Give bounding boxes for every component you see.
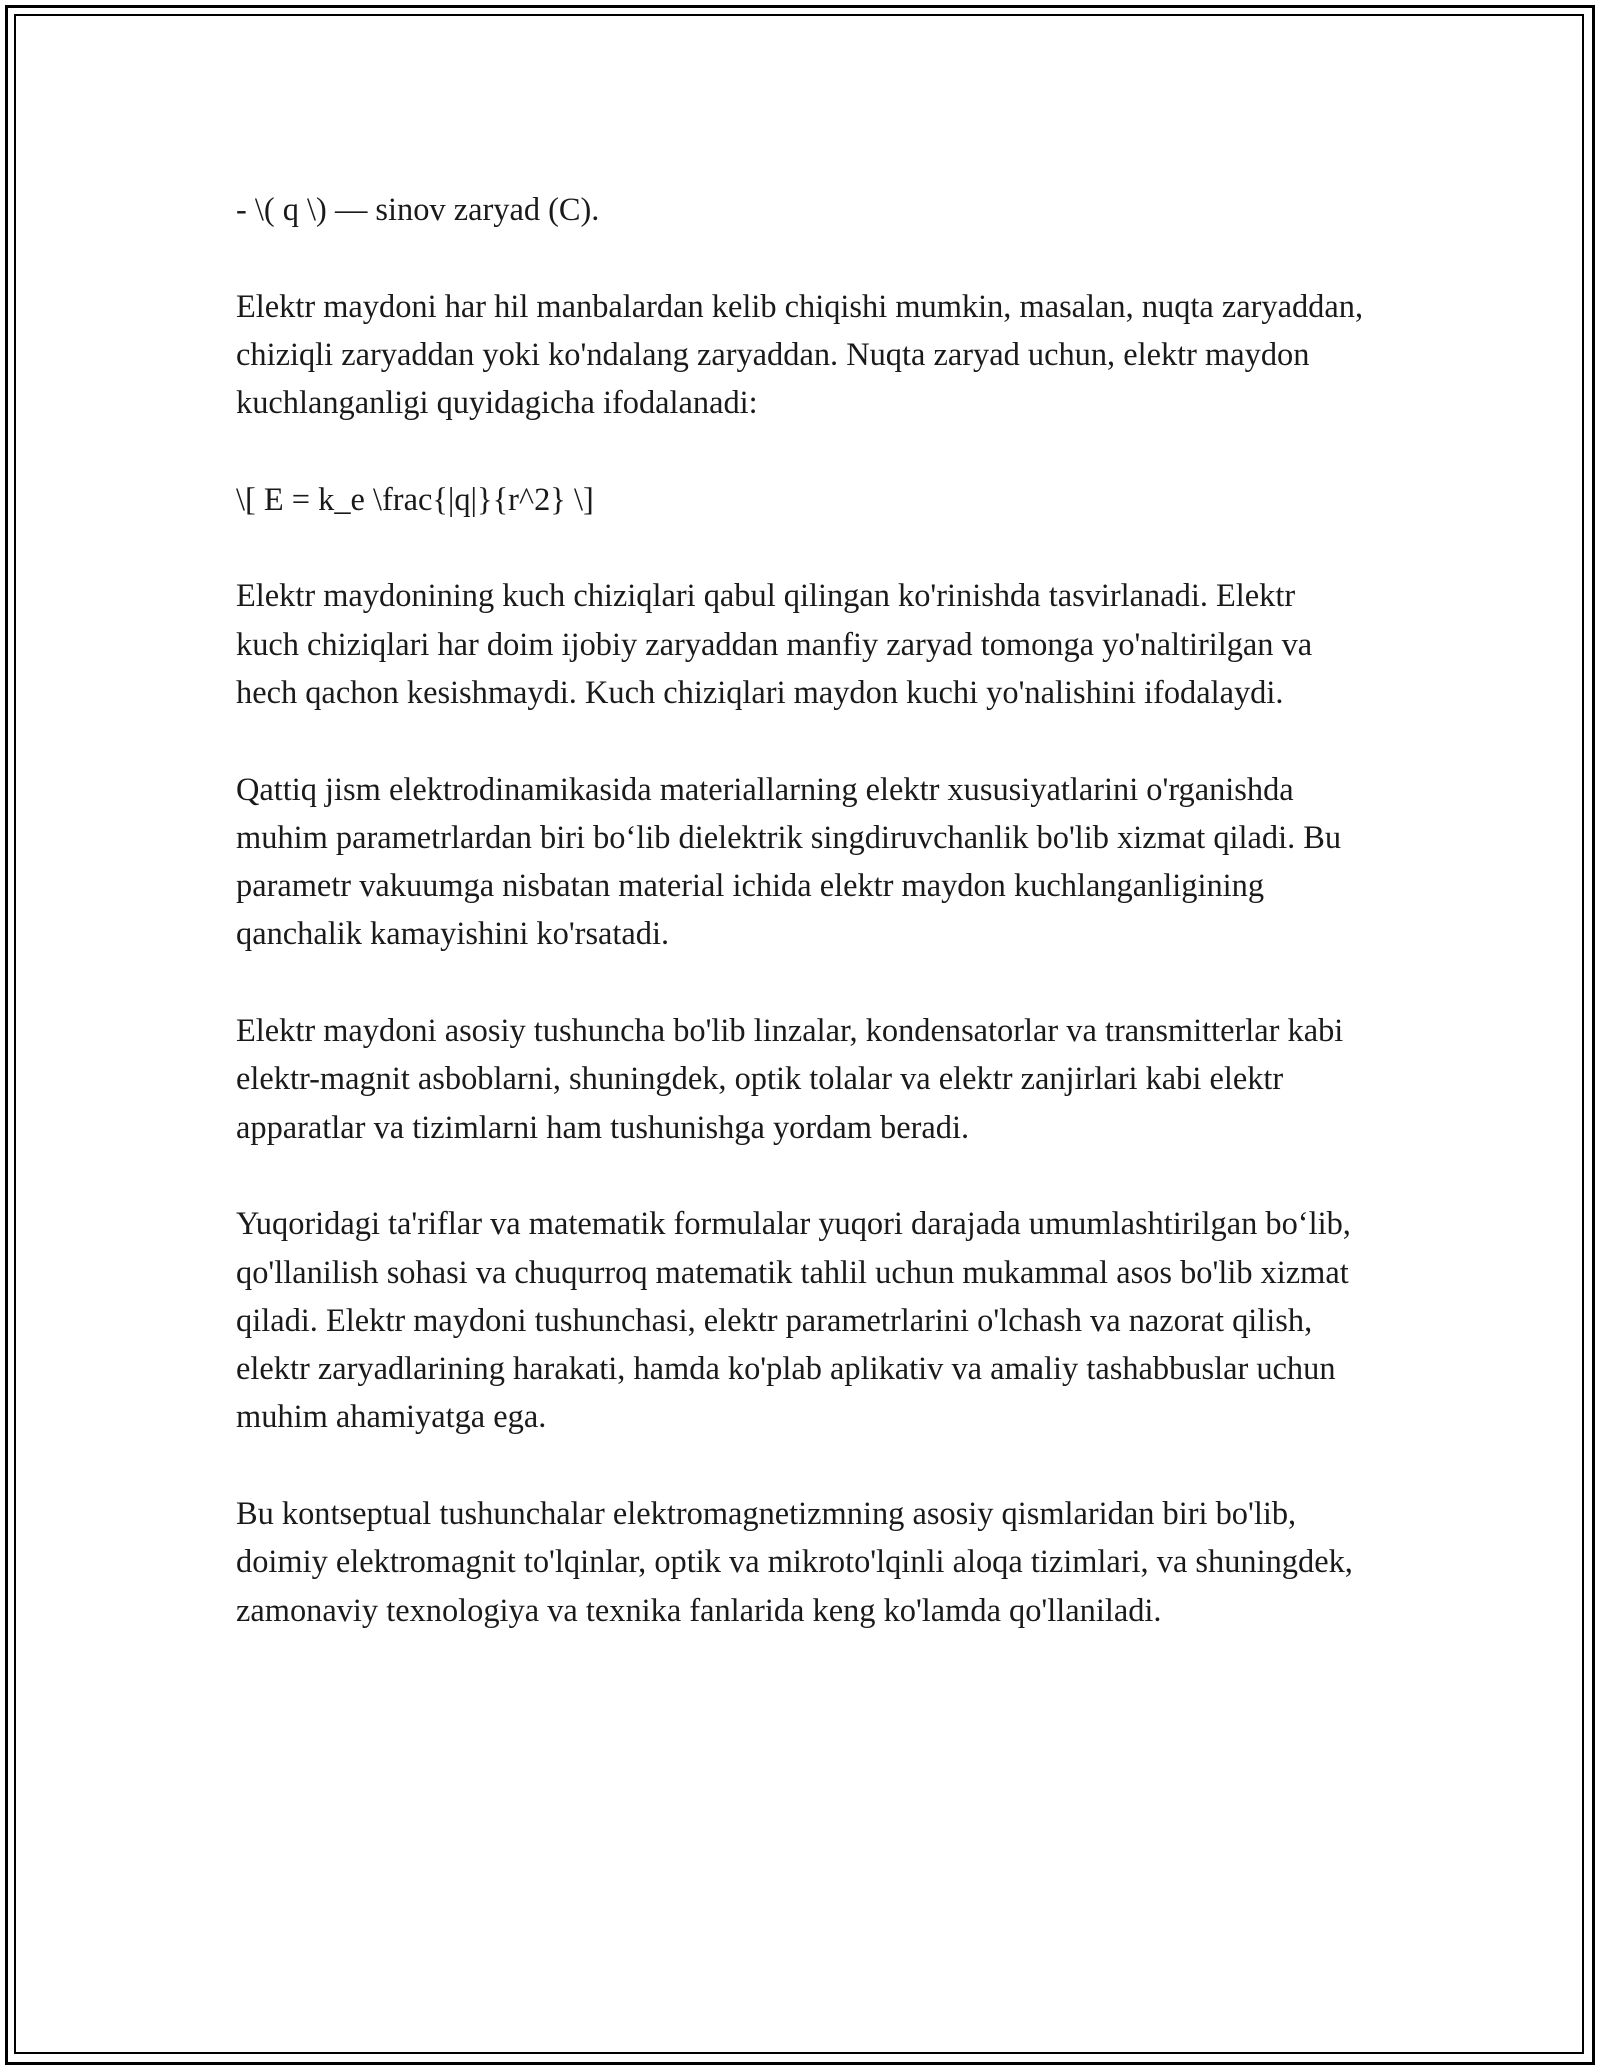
paragraph-field-sources: Elektr maydoni har hil manbalardan kelib chiqishi mumkin, masalan, nuqta zaryaddan, chiziqli zaryaddan yoki ko'ndalang zaryaddan. Nuqta zaryad uchun, elektr maydon kuchlanganligi quyidagicha ifodalanadi: bbox=[236, 288, 1364, 422]
paragraph-applications: Elektr maydoni asosiy tushuncha bo'lib linzalar, kondensatorlar va transmitterlar kabi elektr-magnit asboblarni, shuningdek, optik tolalar va elektr zanjirlari kabi elektr apparatlar va tizimlarni ham tushunishga yordam beradi. bbox=[236, 1013, 1344, 1146]
paragraph-generalization: Yuqoridagi ta'riflar va matematik formulalar yuqori darajada umumlashtirilgan bo‘lib, qo'llanilish sohasi va chuqurroq matematik tahlil uchun mukammal asos bo'lib xizmat qiladi. Elektr maydoni tushunchasi, elektr parametrlarini o'lchash va nazorat qilish, elektr zaryadlarining harakati, hamda ko'plab aplikativ va amaliy tashabbuslar uchun muhim ahamiyatga ega. bbox=[236, 1206, 1351, 1436]
formula-point-charge-field: \[ E = k_e \frac{|q|}{r^2} \] bbox=[236, 481, 594, 518]
paragraph-dielectric-permittivity: Qattiq jism elektrodinamikasida materiallarning elektr xususiyatlarini o'rganishda muhim parametrlardan biri bo‘lib dielektrik singdiruvchanlik bo'lib xizmat qiladi. Bu parametr vakuumga nisbatan material ichida elektr maydon kuchlanganligining qanchalik kamayishini ko'rsatadi. bbox=[236, 771, 1342, 953]
paragraph-field-lines: Elektr maydonining kuch chiziqlari qabul qilingan ko'rinishda tasvirlanadi. Elektr kuch chiziqlari har doim ijobiy zaryaddan manfiy zaryad tomonga yo'naltirilgan va hech qachon kesishmaydi. Kuch chiziqlari maydon kuchi yo'nalishini ifodalaydi. bbox=[236, 578, 1313, 711]
document-body bbox=[236, 186, 1364, 1683]
paragraph-variable-definition: - \( q \) — sinov zaryad (C). bbox=[236, 192, 600, 228]
paragraph-electromagnetism: Bu kontseptual tushunchalar elektromagnetizmning asosiy qismlaridan biri bo'lib, doimiy elektromagnit to'lqinlar, optik va mikroto'lqinli aloqa tizimlari, va shuningdek, zamonaviy texnologiya va texnika fanlarida keng ko'lamda qo'llaniladi. bbox=[236, 1496, 1353, 1629]
